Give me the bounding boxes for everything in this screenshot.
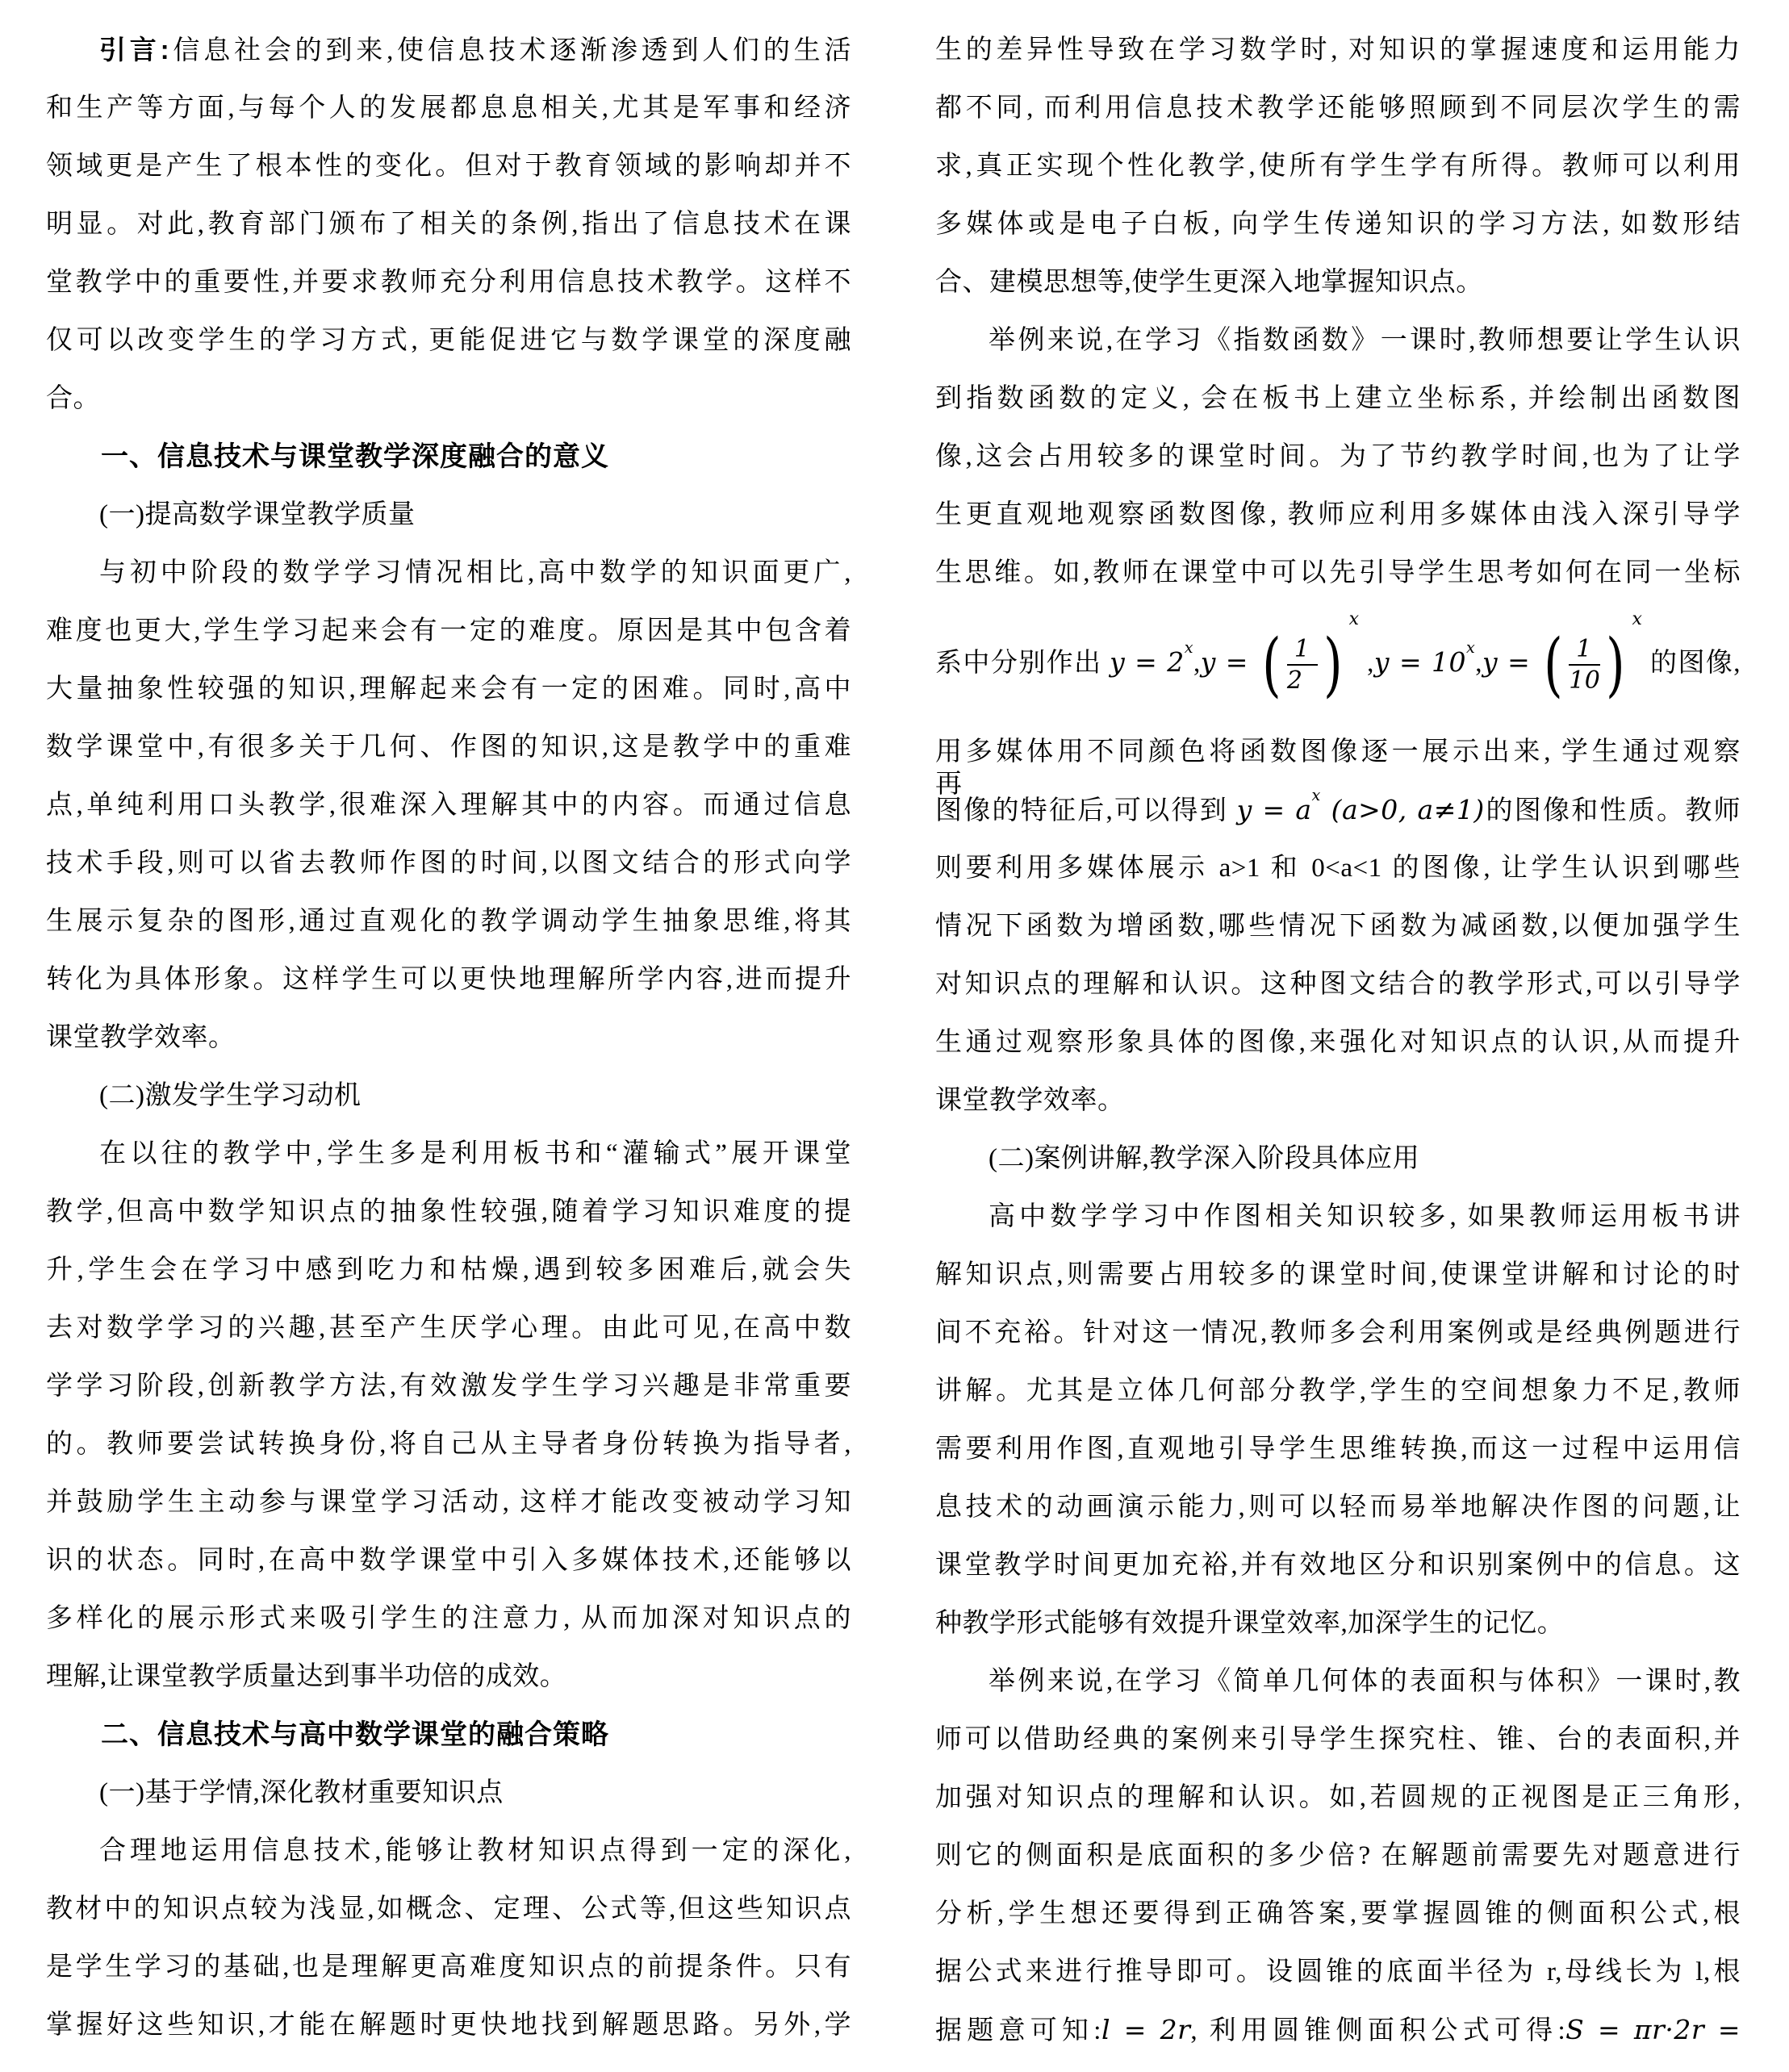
text-segment: 据题意可知: — [935, 2016, 1101, 2045]
text-line: 技术手段,则可以省去教师作图的时间,以图文结合的形式向学 — [46, 849, 851, 878]
subsection-heading: (二)激发学生学习动机 — [99, 1081, 362, 1110]
text-line: 学学习阶段,创新教学方法,有效激发学生学习兴趣是非常重要 — [46, 1372, 851, 1401]
text-line: 生通过观察形象具体的图像,来强化对知识点的认识,从而提升 — [935, 1028, 1741, 1057]
text-segment: , — [1475, 649, 1483, 678]
text-segment: , 利用圆锥侧面积公式可得: — [1190, 2016, 1566, 2045]
subsection-heading: (二)案例讲解,教学深入阶段具体应用 — [989, 1144, 1420, 1173]
text-line: 是学生学习的基础,也是理解更高难度知识点的前提条件。只有 — [46, 1953, 851, 1982]
text-line: 识的状态。同时,在高中数学课堂中引入多媒体技术,还能够以 — [46, 1546, 851, 1575]
text-line: 到指数函数的定义, 会在板书上建立坐标系, 并绘制出函数图 — [935, 384, 1741, 413]
text-line: 多媒体或是电子白板, 向学生传递知识的学习方法, 如数形结 — [935, 210, 1741, 239]
math-segment: S = πr·2r = — [1565, 2014, 1741, 2045]
math-segment: y = — [1482, 646, 1540, 678]
right-column — [935, 21, 1741, 2072]
open-paren: ( — [1261, 624, 1281, 705]
text-line: 在以往的教学中,学生多是利用板书和“灌输式”展开课堂 — [99, 1139, 851, 1168]
text-segment: 的图像,再 — [935, 649, 1741, 799]
text-line: 教学,但高中数学知识点的抽象性较强,随着学习知识难度的提 — [46, 1197, 851, 1226]
text-line: 堂教学中的重要性,并要求教师充分利用信息技术教学。这样不 — [46, 268, 851, 297]
text-line: 的。教师要尝试转换身份,将自己从主导者身份转换为指导者, — [46, 1430, 851, 1459]
exponent: x — [1184, 638, 1193, 658]
text-line: 生更直观地观察函数图像, 教师应利用多媒体由浅入深引导学 — [935, 500, 1741, 529]
left-column — [46, 21, 851, 2072]
text-segment: , — [1359, 649, 1374, 678]
math-segment: $y = a^x$ — [1236, 786, 1321, 825]
fraction: $\frac{1}{2}$ — [1287, 637, 1318, 694]
close-paren: ) — [1323, 624, 1343, 705]
math-segment: y = — [1373, 646, 1432, 678]
text-line: 转化为具体形象。这样学生可以更快地理解所学内容,进而提升 — [46, 965, 851, 994]
text-segment: 系中分别作出 — [935, 649, 1110, 678]
text-line: 加强对知识点的理解和认识。如,若圆规的正视图是正三角形, — [935, 1783, 1741, 1812]
text-line: 师可以借助经典的案例来引导学生探究柱、锥、台的表面积,并 — [935, 1725, 1741, 1754]
text-line: 和生产等方面,与每个人的发展都息息相关,尤其是军事和经济 — [46, 94, 851, 123]
subsection-heading: (一)基于学情,深化教材重要知识点 — [99, 1778, 504, 1807]
text-line: 息技术的动画演示能力,则可以轻而易举地解决作图的问题,让 — [935, 1493, 1741, 1522]
text-line: 解知识点,则需要占用较多的课堂时间,使课堂讲解和讨论的时 — [935, 1260, 1741, 1289]
text-line: 合、建模思想等,使学生更深入地掌握知识点。 — [935, 268, 1483, 297]
text-line: 生展示复杂的图形,通过直观化的教学调动学生抽象思维,将其 — [46, 907, 851, 936]
exponent: x — [1632, 609, 1643, 629]
text-line: 与初中阶段的数学学习情况相比,高中数学的知识面更广, — [99, 558, 851, 587]
text-line: 去对数学学习的兴趣,甚至产生厌学心理。由此可见,在高中数 — [46, 1314, 851, 1343]
text-line: 用多媒体用不同颜色将函数图像逐一展示出来, 学生通过观察 — [935, 737, 1741, 767]
text-line: 课堂教学时间更加充裕,并有效地区分和识别案例中的信息。这 — [935, 1551, 1741, 1580]
text-line: 课堂教学效率。 — [46, 1023, 236, 1052]
text-segment: , — [1193, 649, 1201, 678]
text-line: 生的差异性导致在学习数学时, 对知识的掌握速度和运用能力 — [935, 36, 1741, 65]
text-line: 高中数学学习中作图相关知识较多, 如果教师运用板书讲 — [989, 1202, 1741, 1231]
text-line: 则它的侧面积是底面积的多少倍? 在解题前需要先对题意进行 — [935, 1841, 1741, 1870]
text-line: 掌握好这些知识,才能在解题时更快地找到解题思路。另外,学 — [46, 2011, 851, 2040]
text-line: 大量抽象性较强的知识,理解起来会有一定的困难。同时,高中 — [46, 675, 851, 704]
text-line: 课堂教学效率。 — [935, 1086, 1125, 1115]
math-text-line — [935, 781, 1741, 839]
text-line: 讲解。尤其是立体几何部分教学,学生的空间想象力不足,教师 — [935, 1376, 1741, 1406]
text-line: 领域更是产生了根本性的变化。但对于教育领域的影响却并不 — [46, 152, 851, 181]
text-line: 对知识点的理解和认识。这种图文结合的教学形式,可以引导学 — [935, 970, 1741, 999]
math-segment: 10$^x$ — [1432, 638, 1476, 678]
text-line: 都不同, 而利用信息技术教学还能够照顾到不同层次学生的需 — [935, 94, 1741, 123]
text-line: 间不充裕。针对这一情况,教师多会利用案例或是经典例题进行 — [935, 1318, 1741, 1347]
fraction: $\frac{1}{10}$ — [1569, 634, 1601, 696]
text-line: 理解,让课堂教学质量达到事半功倍的成效。 — [46, 1662, 567, 1691]
text-line: 需要利用作图,直观地引导学生思维转换,而这一过程中运用信 — [935, 1435, 1741, 1464]
text-line: 多样化的展示形式来吸引学生的注意力, 从而加深对知识点的 — [46, 1604, 851, 1633]
text-line: 举例来说,在学习《简单几何体的表面积与体积》一课时,教 — [989, 1667, 1741, 1696]
exponent: x — [1466, 638, 1476, 658]
math-segment: $y = 2^x$ — [1110, 638, 1193, 678]
text-line: 升,学生会在学习中感到吃力和枯燥,遇到较多困难后,就会失 — [46, 1255, 851, 1285]
text-segment: 的图像和性质。教师 — [1484, 796, 1741, 825]
text-line: 教材中的知识点较为浅显,如概念、定理、公式等,但这些知识点 — [46, 1894, 851, 1924]
text-line: 情况下函数为增函数,哪些情况下函数为减函数,以便加强学生 — [935, 912, 1741, 941]
text-line: 分析,学生想还要得到正确答案,要掌握圆锥的侧面积公式,根 — [935, 1899, 1741, 1928]
intro-line — [46, 21, 851, 79]
section-heading: 一、信息技术与课堂教学深度融合的意义 — [101, 441, 609, 472]
text-line: 明显。对此,教育部门颁布了相关的条例,指出了信息技术在课 — [46, 210, 851, 239]
text-line: 并鼓励学生主动参与课堂学习活动, 这样才能改变被动学习知 — [46, 1488, 851, 1517]
text-segment: 图像的特征后,可以得到 — [935, 796, 1237, 825]
text-line: 生思维。如,教师在课堂中可以先引导学生思考如何在同一坐标 — [935, 558, 1741, 587]
exponent: x — [1311, 786, 1321, 805]
math-segment: l = 2r — [1101, 2014, 1191, 2045]
math-text-line — [935, 2001, 1741, 2059]
text-line: 合。 — [46, 384, 100, 413]
text-line: 点,单纯利用口头教学,很难深入理解其中的内容。而通过信息 — [46, 791, 851, 820]
math-segment: y = — [1200, 646, 1258, 678]
text-line: 合理地运用信息技术,能够让教材知识点得到一定的深化, — [99, 1836, 851, 1865]
math-segment: (a>0, a≠1) — [1320, 794, 1485, 825]
text-line: 据公式来进行推导即可。设圆锥的底面半径为 r,母线长为 l,根 — [935, 1957, 1741, 1986]
text-line: 举例来说,在学习《指数函数》一课时,教师想要让学生认识 — [989, 326, 1741, 355]
text-line: 像,这会占用较多的课堂时间。为了节约教学时间,也为了让学 — [935, 442, 1741, 471]
text-line: 数学课堂中,有很多关于几何、作图的知识,这是教学中的重难 — [46, 733, 851, 762]
text-line: 难度也更大,学生学习起来会有一定的难度。原因是其中包含着 — [46, 616, 851, 645]
text-line: 求,真正实现个性化教学,使所有学生学有所得。教师可以利用 — [935, 152, 1741, 181]
text-line: 则要利用多媒体展示 a>1 和 0<a<1 的图像, 让学生认识到哪些 — [935, 854, 1741, 883]
intro-text: 信息社会的到来,使信息技术逐渐渗透到人们的生活 — [169, 36, 851, 65]
close-paren: ) — [1606, 624, 1626, 705]
exponent: x — [1348, 609, 1360, 629]
text-line: 种教学形式能够有效提升课堂效率,加深学生的记忆。 — [935, 1609, 1565, 1638]
text-line: 仅可以改变学生的学习方式, 更能促进它与数学课堂的深度融 — [46, 326, 851, 355]
open-paren: ( — [1544, 624, 1564, 705]
subsection-heading: (一)提高数学课堂教学质量 — [99, 500, 416, 529]
section-heading: 二、信息技术与高中数学课堂的融合策略 — [101, 1719, 609, 1750]
intro-label: 引言: — [99, 35, 170, 65]
